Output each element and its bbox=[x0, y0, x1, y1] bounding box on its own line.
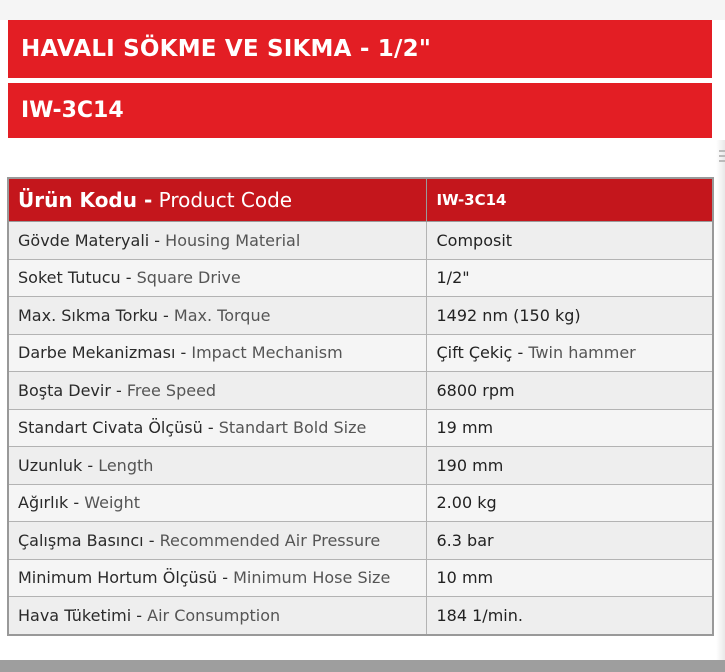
spec-label-en: Weight bbox=[84, 493, 140, 513]
table-row bbox=[8, 559, 713, 597]
header-product-code: IW-3C14 bbox=[436, 191, 507, 209]
spec-label-cell bbox=[8, 297, 426, 335]
product-title-banner bbox=[8, 20, 712, 78]
spec-value: 19 mm bbox=[436, 418, 494, 438]
spec-value: 6800 rpm bbox=[436, 380, 515, 400]
spec-value-en: Twin hammer bbox=[528, 343, 636, 363]
specifications-table bbox=[7, 177, 714, 636]
table-header-row bbox=[8, 178, 713, 222]
table-row bbox=[8, 222, 713, 260]
spec-label-cell bbox=[8, 559, 426, 597]
spec-value: 10 mm bbox=[436, 568, 494, 588]
spec-label-tr: Ağırlık - bbox=[18, 493, 80, 513]
spec-label-tr: Çalışma Basıncı - bbox=[18, 530, 155, 550]
spec-value-cell bbox=[426, 559, 713, 597]
spec-value-cell bbox=[426, 222, 713, 260]
spec-label-cell bbox=[8, 222, 426, 260]
spec-label-en: Minimum Hose Size bbox=[233, 568, 391, 588]
spec-value: 184 1/min. bbox=[436, 605, 523, 625]
spec-label-tr: Uzunluk - bbox=[18, 455, 94, 475]
spec-label-en: Max. Torque bbox=[173, 305, 271, 325]
spec-value-cell bbox=[426, 522, 713, 560]
spec-value-cell bbox=[426, 372, 713, 410]
model-code: IW-3C14 bbox=[21, 98, 124, 123]
spec-value: Composit bbox=[436, 230, 513, 250]
spec-label-en: Length bbox=[98, 455, 154, 475]
spec-label-tr: Darbe Mekanizması - bbox=[18, 343, 187, 363]
spec-label-cell bbox=[8, 409, 426, 447]
spec-value-cell bbox=[426, 484, 713, 522]
spec-value: 2.00 kg bbox=[436, 493, 497, 513]
spec-label-cell bbox=[8, 597, 426, 635]
spec-value: 6.3 bar bbox=[436, 530, 494, 550]
table-row bbox=[8, 597, 713, 635]
spec-label-tr: Soket Tutucu - bbox=[18, 268, 132, 288]
spec-value: 1/2" bbox=[436, 268, 470, 288]
spec-label-en: Housing Material bbox=[165, 230, 301, 250]
header-value-cell bbox=[426, 178, 713, 222]
spec-label-en: Square Drive bbox=[136, 268, 241, 288]
spec-label-en: Air Consumption bbox=[147, 605, 281, 625]
spec-label-cell bbox=[8, 372, 426, 410]
spec-value: 1492 nm (150 kg) bbox=[436, 305, 581, 325]
spec-value-cell bbox=[426, 597, 713, 635]
spec-value-cell bbox=[426, 409, 713, 447]
model-code-banner bbox=[8, 83, 712, 138]
bottom-strip bbox=[0, 660, 725, 672]
table-row bbox=[8, 334, 713, 372]
spec-label-cell bbox=[8, 259, 426, 297]
spec-label-en: Recommended Air Pressure bbox=[159, 530, 381, 550]
spec-label-en: Standart Bold Size bbox=[218, 418, 367, 438]
spec-label-en: Impact Mechanism bbox=[191, 343, 343, 363]
spec-label-tr: Minimum Hortum Ölçüsü - bbox=[18, 568, 229, 588]
table-row bbox=[8, 372, 713, 410]
spec-label-cell bbox=[8, 447, 426, 485]
top-margin bbox=[0, 0, 725, 20]
table-row bbox=[8, 409, 713, 447]
edge-mark bbox=[719, 160, 725, 162]
table-row bbox=[8, 447, 713, 485]
spec-label-tr: Boşta Devir - bbox=[18, 380, 122, 400]
spec-value-cell bbox=[426, 297, 713, 335]
table-row bbox=[8, 297, 713, 335]
spec-value-cell bbox=[426, 334, 713, 372]
spec-label-tr: Standart Civata Ölçüsü - bbox=[18, 418, 214, 438]
header-key-cell bbox=[8, 178, 426, 222]
product-title: HAVALI SÖKME VE SIKMA - 1/2" bbox=[21, 36, 431, 62]
spec-label-tr: Hava Tüketimi - bbox=[18, 605, 143, 625]
spec-label-cell bbox=[8, 484, 426, 522]
table-row bbox=[8, 259, 713, 297]
spec-label-tr: Max. Sıkma Torku - bbox=[18, 305, 169, 325]
edge-mark bbox=[719, 150, 725, 152]
spec-value-cell bbox=[426, 259, 713, 297]
spec-value: 190 mm bbox=[436, 455, 504, 475]
spec-label-cell bbox=[8, 334, 426, 372]
spec-label-tr: Gövde Materyali - bbox=[18, 230, 161, 250]
edge-mark bbox=[719, 155, 725, 157]
table-row bbox=[8, 522, 713, 560]
spec-label-en: Free Speed bbox=[126, 380, 217, 400]
table-row bbox=[8, 484, 713, 522]
spec-value-cell bbox=[426, 447, 713, 485]
header-key-tr: Ürün Kodu - bbox=[18, 188, 153, 212]
spec-value: Çift Çekiç - bbox=[436, 343, 524, 363]
page-edge-shadow bbox=[716, 140, 725, 660]
header-key-en: Product Code bbox=[158, 188, 293, 212]
spec-label-cell bbox=[8, 522, 426, 560]
